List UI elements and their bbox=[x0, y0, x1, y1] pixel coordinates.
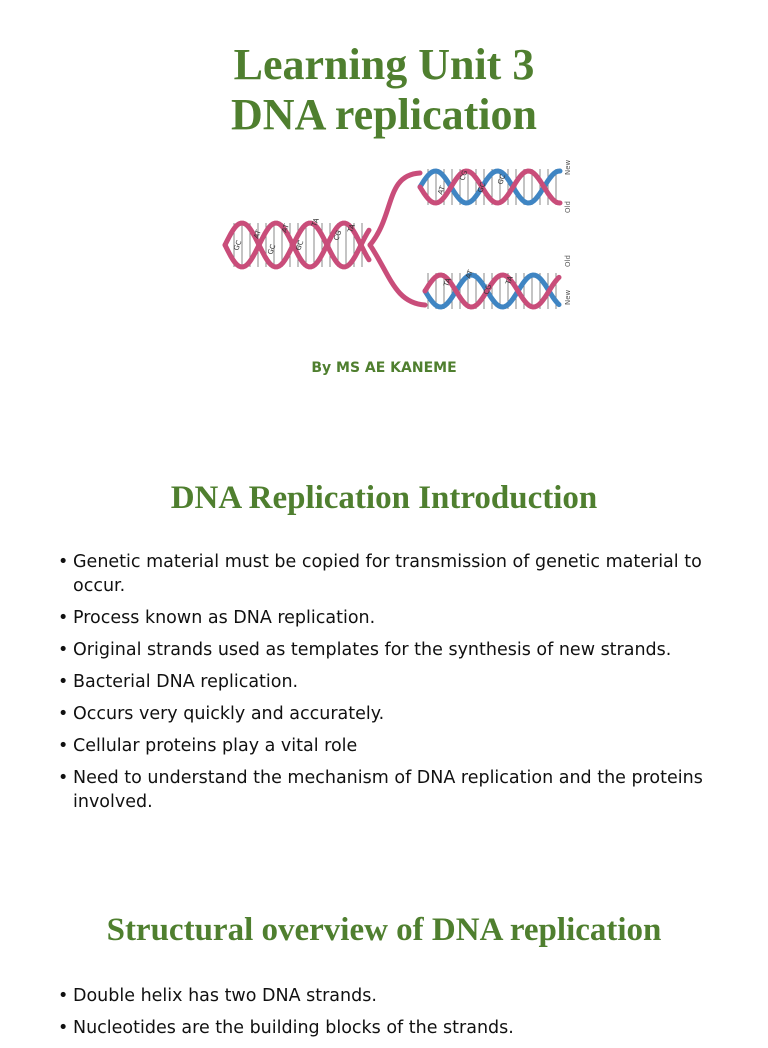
base-pair-label: GC bbox=[476, 181, 488, 194]
bullet-item: • Bacterial DNA replication. bbox=[58, 670, 708, 694]
strand-side-label: Old bbox=[564, 201, 572, 213]
base-pair-label: AT bbox=[436, 184, 447, 196]
title-line-1: Learning Unit 3 bbox=[233, 40, 535, 89]
strand-side-label: New bbox=[564, 289, 572, 305]
base-pair-labels bbox=[232, 169, 515, 295]
base-pair-label: GC bbox=[294, 239, 306, 252]
base-pair-label: AT bbox=[464, 268, 475, 280]
base-pair-label: TA bbox=[504, 274, 515, 286]
fork-arm-top bbox=[370, 173, 420, 245]
strand-side-label: Old bbox=[564, 255, 572, 267]
title-line-2: DNA replication bbox=[231, 90, 537, 139]
bullet-item: • Occurs very quickly and accurately. bbox=[58, 702, 708, 726]
dna-replication-fork-illustration bbox=[220, 155, 582, 320]
base-pair-label: TA bbox=[346, 222, 357, 234]
bullet-list bbox=[58, 984, 708, 1048]
strand-side-label: New bbox=[564, 159, 572, 175]
base-pair-label: TA bbox=[310, 216, 321, 228]
section-title: DNA Replication Introduction bbox=[170, 480, 598, 516]
dna-strands bbox=[225, 171, 560, 307]
bullet-item: • Process known as DNA replication. bbox=[58, 606, 708, 630]
bullet-item: • Cellular proteins play a vital role bbox=[58, 734, 708, 758]
base-pair-label: CG bbox=[482, 283, 494, 296]
fork-arm-bottom bbox=[370, 245, 425, 305]
base-pair-label: AT bbox=[252, 228, 263, 240]
bullet-list bbox=[58, 550, 708, 822]
base-pair-label: CG bbox=[458, 169, 470, 182]
author-credit: By MS AE KANEME bbox=[311, 360, 457, 376]
strand-side-labels bbox=[564, 159, 572, 305]
base-pair-label: CG bbox=[332, 229, 344, 242]
base-pair-label: GC bbox=[232, 239, 244, 252]
introduction-slide bbox=[0, 430, 768, 860]
base-pair-label: GC bbox=[496, 173, 508, 186]
bullet-item: • Genetic material must be copied for transmission of genetic material to occur. bbox=[58, 550, 708, 598]
bullet-item: • Need to understand the mechanism of DNA replication and the proteins involved. bbox=[58, 766, 708, 814]
structural-overview-slide bbox=[0, 860, 768, 1038]
base-pair-label: GC bbox=[266, 243, 278, 256]
bullet-item: • Double helix has two DNA strands. bbox=[58, 984, 708, 1008]
base-pair-label: AT bbox=[280, 222, 291, 234]
base-pair-label: TA bbox=[442, 276, 453, 288]
bullet-item: • Nucleotides are the building blocks of the strands. bbox=[58, 1016, 708, 1040]
title-slide bbox=[0, 0, 768, 430]
section-title: Structural overview of DNA replication bbox=[106, 912, 662, 948]
bullet-item: • Original strands used as templates for the synthesis of new strands. bbox=[58, 638, 708, 662]
slide-title bbox=[0, 40, 768, 140]
